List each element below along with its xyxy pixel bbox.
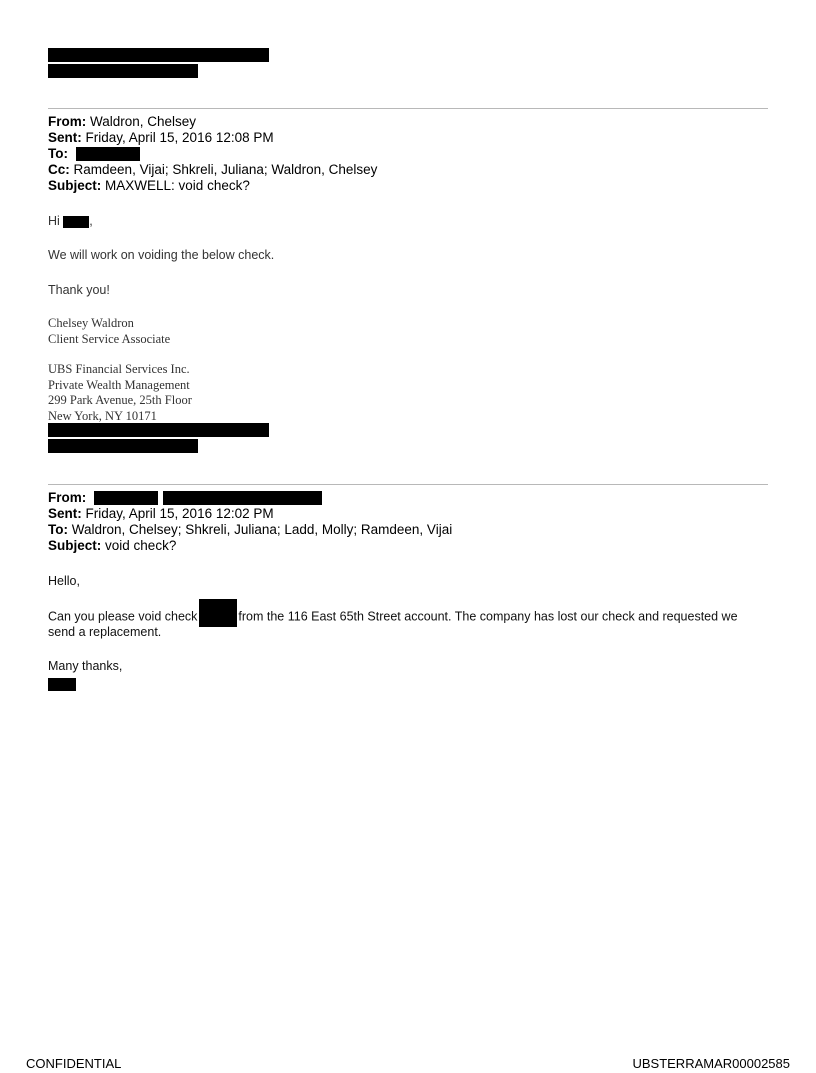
signature-address2: New York, NY 10171 — [48, 408, 157, 423]
signature-company: UBS Financial Services Inc. — [48, 362, 190, 376]
subject-value: MAXWELL: void check? — [105, 178, 250, 193]
email2-sent — [48, 506, 274, 522]
divider-1 — [48, 108, 768, 109]
email2-from — [48, 490, 322, 506]
redaction-from-1 — [94, 491, 158, 505]
greeting-text: Hi — [48, 214, 60, 228]
body-part2: from the 116 East 65th Street account. The company has lost our check and requested we — [238, 609, 738, 624]
to-value: Waldron, Chelsey; Shkreli, Juliana; Ladd, Molly; Ramdeen, Vijai — [71, 522, 453, 537]
redaction-top-1 — [48, 48, 269, 62]
email1-to — [48, 146, 140, 162]
email2-body-line2: send a replacement. — [48, 625, 162, 639]
email1-subject — [48, 178, 250, 194]
footer-bates-number: UBSTERRAMAR00002585 — [632, 1056, 790, 1071]
redaction-from-2 — [163, 491, 322, 505]
subject-label: Subject: — [48, 538, 102, 553]
body-part1: Can you please void check — [48, 609, 198, 624]
footer-confidential: CONFIDENTIAL — [26, 1056, 122, 1071]
from-label: From: — [48, 490, 87, 505]
cc-value: Ramdeen, Vijai; Shkreli, Juliana; Waldron, Chelsey — [73, 162, 378, 177]
email1-from — [48, 114, 196, 130]
from-value: Waldron, Chelsey — [90, 114, 197, 129]
signature-division: Private Wealth Management — [48, 377, 190, 392]
redaction-top-2 — [48, 64, 198, 78]
from-label: From: — [48, 114, 87, 129]
sent-value: Friday, April 15, 2016 12:02 PM — [85, 506, 274, 521]
email1-cc — [48, 162, 377, 178]
greeting-suffix: , — [89, 214, 93, 228]
email2-to — [48, 522, 452, 538]
subject-value: void check? — [105, 538, 177, 553]
subject-label: Subject: — [48, 178, 102, 193]
email1-body: We will work on voiding the below check. — [48, 248, 275, 262]
redaction-check-number — [199, 599, 237, 627]
redaction-greeting-name — [63, 216, 89, 228]
email2-subject — [48, 538, 176, 554]
signature-address1: 299 Park Avenue, 25th Floor — [48, 393, 192, 407]
email2-greeting: Hello, — [48, 574, 80, 588]
sent-label: Sent: — [48, 130, 82, 145]
redaction-to — [76, 147, 140, 161]
to-label: To: — [48, 146, 68, 161]
signature-block — [48, 316, 192, 424]
email1-thanks: Thank you! — [48, 283, 110, 297]
signature-name: Chelsey Waldron — [48, 316, 134, 330]
redaction-sig-1 — [48, 423, 269, 437]
redaction-signoff — [48, 678, 76, 691]
sent-label: Sent: — [48, 506, 82, 521]
email1-sent — [48, 130, 274, 146]
divider-2 — [48, 484, 768, 485]
email1-greeting — [48, 213, 93, 230]
email2-closing: Many thanks, — [48, 659, 123, 673]
to-label: To: — [48, 522, 68, 537]
signature-title: Client Service Associate — [48, 331, 171, 346]
sent-value: Friday, April 15, 2016 12:08 PM — [85, 130, 274, 145]
redaction-sig-2 — [48, 439, 198, 453]
cc-label: Cc: — [48, 162, 70, 177]
